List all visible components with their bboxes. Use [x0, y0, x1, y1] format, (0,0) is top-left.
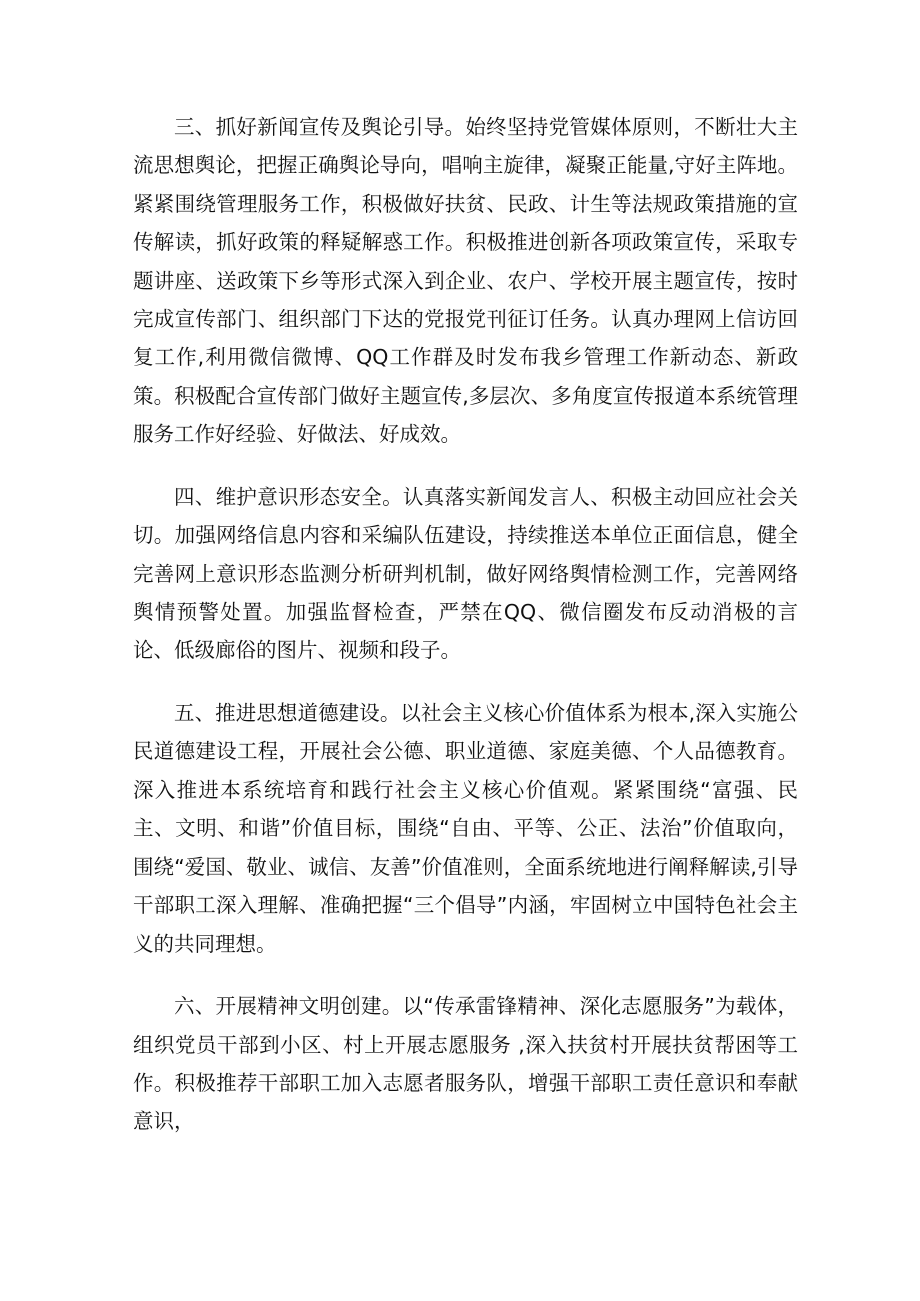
paragraph-ideology-security: 四、维护意识形态安全。认真落实新闻发言人、积极主动回应社会关切。加强网络信息内容和采编队伍建设，持续推送本单位正面信息，健全完善网上意识形态监测分析研判机制，做好网络舆情检测工作，完善网络舆情预警处置。加强监督检查，严禁在QQ、微信圈发布反动消极的言论、低级廊俗的图片、视频和段子。: [133, 484, 798, 663]
paragraph-news-publicity: 三、抓好新闻宣传及舆论引导。始终坚持党管媒体原则，不断壮大主流思想舆论，把握正确舆论导向，唱响主旋律，凝聚正能量,守好主阵地。紧紧围绕管理服务工作，积极做好扶贫、民政、计生等法规政策措施的宣传解读，抓好政策的释疑解惑工作。积极推进创新各项政策宣传，采取专题讲座、送政策下乡等形式深入到企业、农户、学校开展主题宣传，按时完成宣传部门、组织部门下达的党报党刊征订任务。认真办理网上信访回复工作,利用微信微博、QQ工作群及时发布我乡管理工作新动态、新政策。积极配合宣传部门做好主题宣传,多层次、多角度宣传报道本系统管理服务工作好经验、好做法、好成效。: [133, 115, 798, 447]
document-body: [133, 108, 798, 1141]
paragraph-moral-construction: 五、推进思想道德建设。以社会主义核心价值体系为根本,深入实施公民道德建设工程，开展社会公德、职业道德、家庭美德、个人品德教育。深入推进本系统培育和践行社会主义核心价值观。紧紧围绕“富强、民主、文明、和谐”价值目标，围绕“自由、平等、公正、法治”价值取向，围绕“爱国、敬业、诚信、友善”价值准则，全面系统地进行阐释解读,引导干部职工深入理解、准确把握“三个倡导”内涵，牢固树立中国特色社会主义的共同理想。: [133, 701, 798, 956]
paragraph-civilization-creation: 六、开展精神文明创建。以“传承雷锋精神、深化志愿服务”为载体，组织党员干部到小区、村上开展志愿服务 ,深入扶贫村开展扶贫帮困等工作。积极推荐干部职工加入志愿者服务队，增强干部职工责任意识和奉献意识，: [133, 994, 798, 1134]
